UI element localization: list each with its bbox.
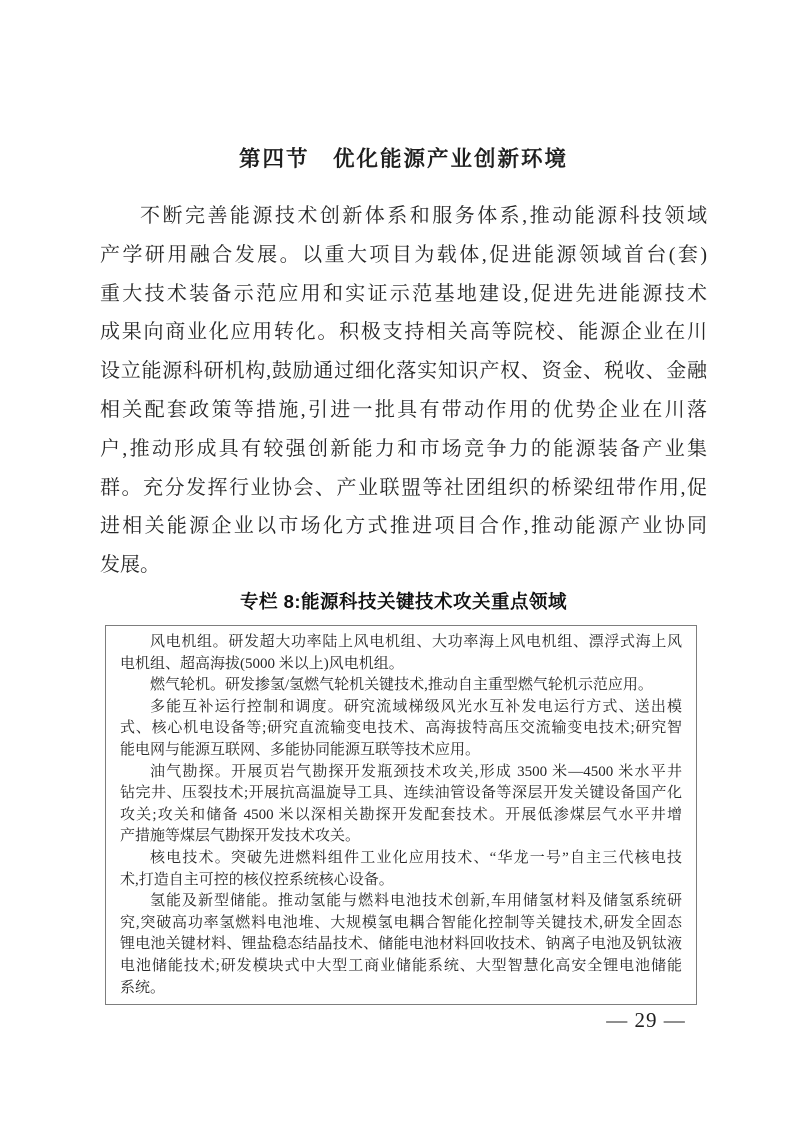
body-text-line: 重大技术装备示范应用和实证示范基地建设,促进先进能源技术 <box>100 282 707 305</box>
page-number: — 29 — <box>606 1008 686 1032</box>
box-text-line: 能电网与能源互联网、多能协同能源互联等技术应用。 <box>120 741 481 758</box>
box-text-line: 钻完井、压裂技术;开展抗高温旋导工具、连续油管设备等深层开发关键设备国产化 <box>120 785 682 802</box>
box-text-line: 产措施等煤层气勘探开发技术攻关。 <box>120 828 361 845</box>
box-title: 专栏 8:能源科技关键技术攻关重点领域 <box>239 591 568 612</box>
box-text-line: 式、核心机电设备等;研究直流输变电技术、高海拔特高压交流输变电技术;研究智 <box>120 720 682 737</box>
body-text-line: 相关配套政策等措施,引进一批具有带动作用的优势企业在川落 <box>100 398 707 421</box>
box-paragraph <box>120 697 682 762</box>
box-paragraph <box>120 675 682 697</box>
body-paragraph <box>100 197 707 585</box>
box-text-line: 氢能及新型储能。推动氢能与燃料电池技术创新,车用储氢材料及储氢系统研 <box>150 893 682 910</box>
box-paragraph <box>120 891 682 999</box>
body-text-line: 发展。 <box>100 554 160 577</box>
box-text-line: 究,突破高功率氢燃料电池堆、大规模氢电耦合智能化控制等关键技术,研发全固态 <box>120 914 682 931</box>
box-paragraph <box>120 632 682 675</box>
box-text-line: 术,打造自主可控的核仪控系统核心设备。 <box>120 871 394 888</box>
body-text-line: 成果向商业化应用转化。积极支持相关高等院校、能源企业在川 <box>100 321 707 344</box>
body-text-line: 设立能源科研机构,鼓励通过细化落实知识产权、资金、税收、金融 <box>100 360 707 383</box>
box-text-line: 攻关;攻关和储备 4500 米以深相关勘探开发配套技术。开展低渗煤层气水平井增 <box>120 806 682 823</box>
box-text-line: 燃气轮机。研发掺氢/氢燃气轮机关键技术,推动自主重型燃气轮机示范应用。 <box>150 677 653 694</box>
body-text-line: 进相关能源企业以市场化方式推进项目合作,推动能源产业协同 <box>100 515 707 538</box>
box-text-line: 多能互补运行控制和调度。研究流域梯级风光水互补发电运行方式、送出模 <box>150 698 682 715</box>
box-text-line: 电池储能技术;研发模块式中大型工商业储能系统、大型智慧化高安全锂电池储能 <box>120 957 682 974</box>
box-text-line: 锂电池关键材料、锂盐稳态结晶技术、储能电池材料回收技术、钠离子电池及钒钛液 <box>120 936 682 953</box>
box-text-line: 系统。 <box>120 979 166 996</box>
body-text-line: 群。充分发挥行业协会、产业联盟等社团组织的桥梁纽带作用,促 <box>100 476 707 499</box>
box-text-line: 核电技术。突破先进燃料组件工业化应用技术、“华龙一号”自主三代核电技 <box>150 849 682 866</box>
box-paragraph <box>120 762 682 848</box>
box-paragraph <box>120 848 682 891</box>
body-text-line: 产学研用融合发展。以重大项目为载体,促进能源领域首台(套) <box>100 243 707 266</box>
section-title: 第四节 优化能源产业创新环境 <box>238 147 568 171</box>
box-text-line: 油气勘探。开展页岩气勘探开发瓶颈技术攻关,形成 3500 米—4500 米水平井 <box>150 763 682 780</box>
body-text-line: 不断完善能源技术创新体系和服务体系,推动能源科技领域 <box>140 205 707 227</box>
body-text-line: 户,推动形成具有较强创新能力和市场竞争力的能源装备产业集 <box>100 437 707 460</box>
special-column-box <box>105 625 697 1005</box>
box-text-line: 风电机组。研发超大功率陆上风电机组、大功率海上风电机组、漂浮式海上风 <box>150 634 682 650</box>
box-text-line: 电机组、超高海拔(5000 米以上)风电机组。 <box>120 655 404 672</box>
